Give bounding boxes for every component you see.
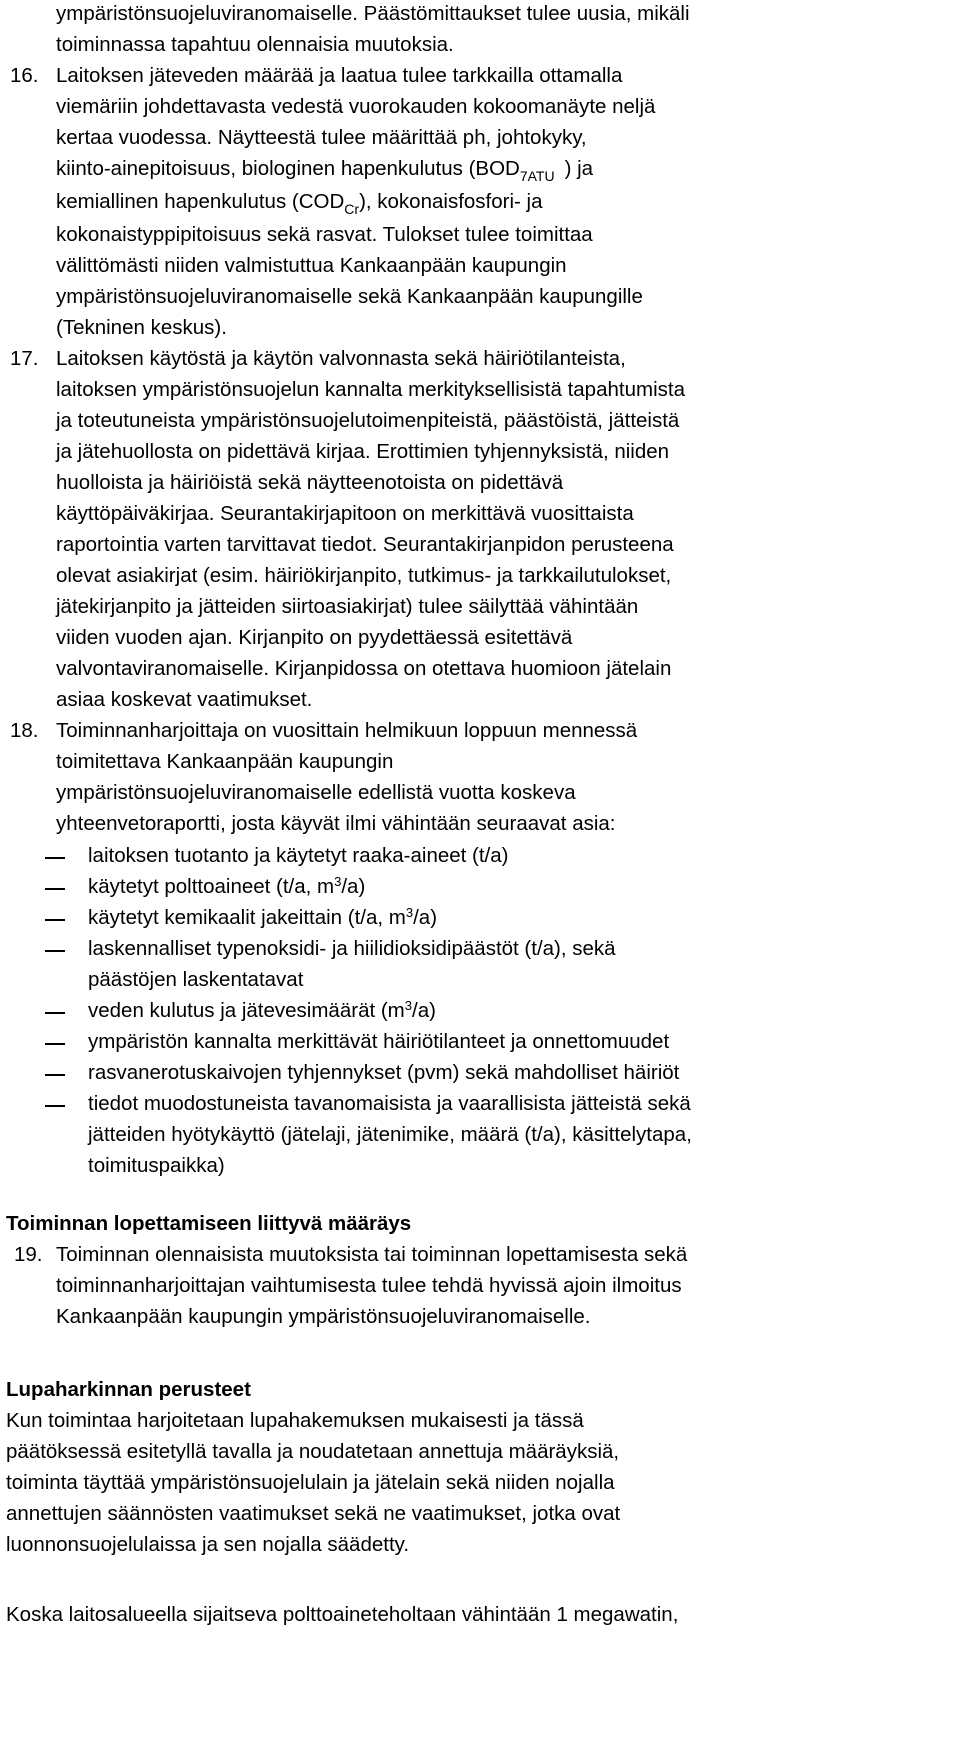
bullet-dash-1 <box>45 857 65 859</box>
item-18-number: 18. <box>10 719 39 742</box>
item-19-line-1: Toiminnan olennaisista muutoksista tai toiminnan lopettamisesta sekä <box>56 1243 688 1266</box>
item-17-line-10: viiden vuoden ajan. Kirjanpito on pyydettäessä esitettävä <box>56 626 573 649</box>
document-page <box>6 0 956 1763</box>
item-17-line-5: huolloista ja häiriöistä sekä näytteenotoista on pidettävä <box>56 471 564 494</box>
bullet-4-line-2: päästöjen laskentatavat <box>88 968 304 991</box>
heading-termination: Toiminnan lopettamiseen liittyvä määräys <box>6 1212 412 1235</box>
bullet-5-sup: 3 <box>404 998 412 1013</box>
final-paragraph-line-1: Koska laitosalueella sijaitseva polttoaineteholtaan vähintään 1 megawatin, <box>6 1603 679 1626</box>
item-17-number: 17. <box>10 347 39 370</box>
item-19-line-3: Kankaanpään kaupungin ympäristönsuojeluviranomaiselle. <box>56 1305 591 1328</box>
item-17-line-9: jätekirjanpito ja jätteiden siirtoasiakirjat) tulee säilyttää vähintään <box>56 595 639 618</box>
basis-line-1: Kun toimintaa harjoitetaan lupahakemuksen mukaisesti ja tässä <box>6 1409 584 1432</box>
bullet-4-line-1: laskennalliset typenoksidi- ja hiilidioksidipäästöt (t/a), sekä <box>88 937 616 960</box>
bullet-dash-3 <box>45 919 65 921</box>
cod-subscript: Cr <box>344 201 360 217</box>
cod-text: kemiallinen hapenkulutus (COD <box>56 190 345 213</box>
bullet-3-text-end: /a) <box>413 906 438 929</box>
item-18-line-4: yhteenvetoraportti, josta käyvät ilmi vähintään seuraavat asia: <box>56 812 616 835</box>
bullet-dash-8 <box>45 1105 65 1107</box>
item-16-line-5 <box>56 188 543 216</box>
bullet-2 <box>88 873 365 901</box>
basis-line-2: päätöksessä esitetyllä tavalla ja noudatetaan annettuja määräyksiä, <box>6 1440 620 1463</box>
item-17-line-2: laitoksen ympäristönsuojelun kannalta merkityksellisistä tapahtumista <box>56 378 685 401</box>
basis-line-4: annettujen säännösten vaatimukset sekä ne vaatimukset, jotka ovat <box>6 1502 621 1525</box>
heading-permit-basis: Lupaharkinnan perusteet <box>6 1378 251 1401</box>
bullet-dash-4 <box>45 950 65 952</box>
item-15-line-1: ympäristönsuojeluviranomaiselle. Päästömittaukset tulee uusia, mikäli <box>56 2 690 25</box>
bullet-dash-7 <box>45 1074 65 1076</box>
bullet-3-text: käytetyt kemikaalit jakeittain (t/a, m <box>88 906 406 929</box>
bod-text-end: ) ja <box>564 157 594 180</box>
bullet-8-line-2: jätteiden hyötykäyttö (jätelaji, jätenimike, määrä (t/a), käsittelytapa, <box>88 1123 692 1146</box>
item-18-line-2: toimitettava Kankaanpään kaupungin <box>56 750 394 773</box>
bullet-dash-6 <box>45 1043 65 1045</box>
item-19-number: 19. <box>14 1243 43 1266</box>
bullet-5 <box>88 997 436 1025</box>
bod-subscript: 7ATU <box>519 168 555 184</box>
bullet-1: laitoksen tuotanto ja käytetyt raaka-aineet (t/a) <box>88 844 509 867</box>
item-15-line-2: toiminnassa tapahtuu olennaisia muutoksia. <box>56 33 454 56</box>
bullet-5-text: veden kulutus ja jätevesimäärät (m <box>88 999 405 1022</box>
item-18-line-1: Toiminnanharjoittaja on vuosittain helmikuun loppuun mennessä <box>56 719 638 742</box>
item-16-line-7: välittömästi niiden valmistuttua Kankaanpään kaupungin <box>56 254 567 277</box>
bod-text: kiinto-ainepitoisuus, biologinen hapenkulutus (BOD <box>56 157 520 180</box>
basis-line-5: luonnonsuojelulaissa ja sen nojalla säädetty. <box>6 1533 410 1556</box>
item-16-line-1: Laitoksen jäteveden määrää ja laatua tulee tarkkailla ottamalla <box>56 64 623 87</box>
item-17-line-8: olevat asiakirjat (esim. häiriökirjanpito, tutkimus- ja tarkkailutulokset, <box>56 564 672 587</box>
bullet-3-sup: 3 <box>405 905 414 920</box>
item-17-line-4: ja jätehuollosta on pidettävä kirjaa. Erottimien tyhjennyksistä, niiden <box>56 440 670 463</box>
item-17-line-11: valvontaviranomaiselle. Kirjanpidossa on otettava huomioon jätelain <box>56 657 672 680</box>
item-17-line-12: asiaa koskevat vaatimukset. <box>56 688 313 711</box>
cod-text-end: ), kokonaisfosfori- ja <box>359 190 543 213</box>
item-17-line-1: Laitoksen käytöstä ja käytön valvonnasta sekä häiriötilanteista, <box>56 347 626 370</box>
bullet-2-sup: 3 <box>334 874 342 889</box>
item-16-line-2: viemäriin johdettavasta vedestä vuorokauden kokoomanäyte neljä <box>56 95 656 118</box>
bullet-dash-5 <box>45 1012 65 1014</box>
bullet-8-line-3: toimituspaikka) <box>88 1154 225 1177</box>
item-16-line-8: ympäristönsuojeluviranomaiselle sekä Kankaanpään kaupungille <box>56 285 643 308</box>
bullet-5-text-end: /a) <box>412 999 436 1022</box>
bullet-8-line-1: tiedot muodostuneista tavanomaisista ja vaarallisista jätteistä sekä <box>88 1092 691 1115</box>
item-16-line-6: kokonaistyppipitoisuus sekä rasvat. Tulokset tulee toimittaa <box>56 223 593 246</box>
item-17-line-7: raportointia varten tarvittavat tiedot. Seurantakirjanpidon perusteena <box>56 533 674 556</box>
item-16-line-4 <box>56 155 593 183</box>
basis-line-3: toiminta täyttää ympäristönsuojelulain ja jätelain sekä niiden nojalla <box>6 1471 615 1494</box>
bullet-3 <box>88 904 437 932</box>
item-16-number: 16. <box>10 64 39 87</box>
item-17-line-3: ja toteutuneista ympäristönsuojelutoimenpiteistä, päästöistä, jätteistä <box>56 409 680 432</box>
item-18-line-3: ympäristönsuojeluviranomaiselle edellistä vuotta koskeva <box>56 781 576 804</box>
item-16-line-3: kertaa vuodessa. Näytteestä tulee määrittää ph, johtokyky, <box>56 126 587 149</box>
bullet-7: rasvanerotuskaivojen tyhjennykset (pvm) sekä mahdolliset häiriöt <box>88 1061 680 1084</box>
bullet-6: ympäristön kannalta merkittävät häiriötilanteet ja onnettomuudet <box>88 1030 670 1053</box>
bullet-dash-2 <box>45 888 65 890</box>
item-19-line-2: toiminnanharjoittajan vaihtumisesta tulee tehdä hyvissä ajoin ilmoitus <box>56 1274 682 1297</box>
bullet-2-text: käytetyt polttoaineet (t/a, m <box>88 875 335 898</box>
item-16-line-9: (Tekninen keskus). <box>56 316 227 339</box>
item-17-line-6: käyttöpäiväkirjaa. Seurantakirjapitoon on merkittävä vuosittaista <box>56 502 634 525</box>
bullet-2-text-end: /a) <box>341 875 366 898</box>
